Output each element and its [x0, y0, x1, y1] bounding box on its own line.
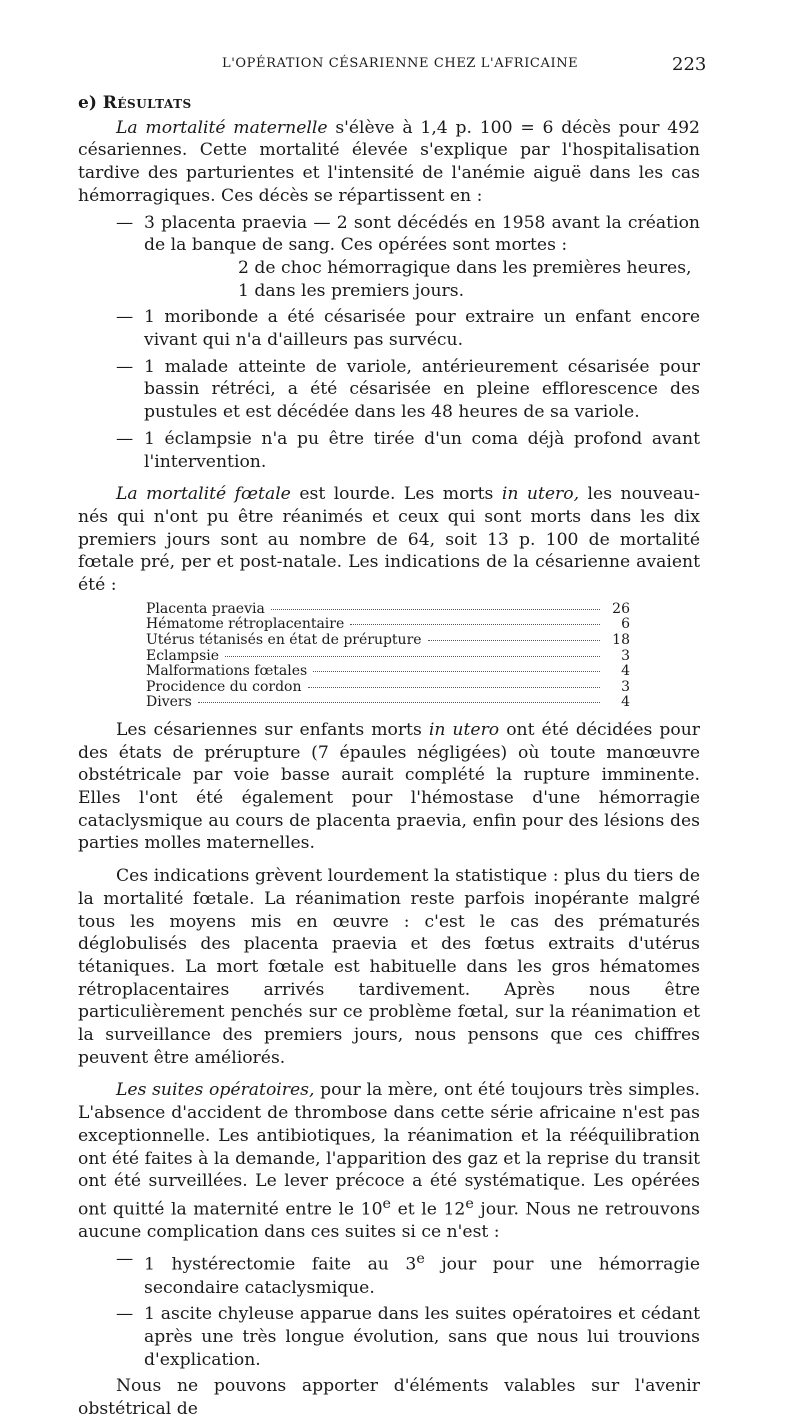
dot-leader: [428, 640, 600, 641]
dot-leader: [308, 687, 601, 688]
dash-bullet: —: [116, 307, 134, 328]
indication-label: Divers: [146, 694, 192, 711]
indication-count: 3: [621, 678, 630, 695]
paragraph-postoperative: Les suites opératoires, pour la mère, ont été toujours très simples. L'absence d'accident de thrombose dans cette série africaine n'est pas exceptionnelle. Les antibiotiques, la réanimation et la rééquilibration ont été faites à la demande, l'apparition des gaz et la reprise du transit ont été surveillées. Le lever précoce a été systématique. Les opérées ont quitté la maternité entre le 10e et le 12e jour. Nous ne retrouvons aucune complication dans ces suites si ce n'est :: [78, 1080, 700, 1243]
indication-row: [146, 680, 630, 696]
page-number: 223: [672, 54, 707, 75]
indication-label: Utérus tétanisés en état de prérupture: [146, 631, 422, 648]
section-title: Résultats: [102, 93, 192, 113]
dot-leader: [198, 702, 600, 703]
dot-leader: [271, 609, 600, 610]
indication-row: [146, 664, 630, 680]
indication-count: 4: [621, 694, 630, 711]
indication-label: Malformations fœtales: [146, 663, 308, 680]
dash-bullet: —: [116, 1304, 134, 1325]
list-item: — 1 moribonde a été césarisée pour extraire un enfant encore vivant qui n'a d'ailleurs pas survécu.: [116, 307, 700, 351]
list-item: — 1 éclampsie n'a pu être tirée d'un coma déjà profond avant l'intervention.: [116, 428, 700, 472]
running-title: L'OPÉRATION CÉSARIENNE CHEZ L'AFRICAINE: [222, 56, 579, 71]
lead-postoperative: Les suites opératoires,: [116, 1080, 315, 1101]
indication-label: Procidence du cordon: [146, 678, 302, 695]
dot-leader: [225, 656, 600, 657]
indication-row: [146, 695, 630, 711]
paragraph-fetal-mortality: La mortalité fœtale est lourde. Les morts in utero, les nouveau-nés qui n'ont pu être réanimés et ceux qui sont morts dans les dix premiers jours sont au nombre de 64, soit 13 p. 100 de mortalité fœtale pré, per et post-natale. Les indications de la césarienne avaient été :: [78, 484, 700, 596]
list-item: — 1 ascite chyleuse apparue dans les suites opératoires et cédant après une très longue évolution, sans que nous lui trouvions d'explication.: [116, 1304, 700, 1370]
section-heading: [78, 92, 700, 115]
dash-bullet: —: [116, 428, 134, 449]
sub-list-item: 2 de choc hémorragique dans les premières heures,: [238, 257, 692, 278]
paragraph-maternal-mortality: La mortalité maternelle s'élève à 1,4 p. 100 = 6 décès pour 492 césariennes. Cette mortalité élevée s'explique par l'hospitalisation tardive des parturientes et l'intensité de l'anémie aiguë dans les cas hémorragiques. Ces décès se répartissent en :: [78, 117, 700, 206]
lead-maternal-mortality: La mortalité maternelle: [116, 117, 328, 138]
indication-row: [146, 649, 630, 665]
list-item: — 1 malade atteinte de variole, antérieurement césarisée pour bassin rétréci, a été césarisée en pleine efflorescence des pustules et est décédée dans les 48 heures de sa variole.: [116, 356, 700, 423]
maternal-deaths-list: [78, 212, 700, 474]
dash-bullet: —: [116, 1249, 134, 1270]
page-header: [0, 56, 800, 82]
dash-bullet: —: [116, 212, 134, 233]
dot-leader: [313, 671, 600, 672]
list-item: — 1 hystérectomie faite au 3e jour pour une hémorragie secondaire cataclysmique.: [116, 1249, 700, 1298]
sub-list-item: 1 dans les premiers jours.: [238, 280, 465, 301]
dash-bullet: —: [116, 356, 134, 377]
page-body: [78, 92, 700, 1421]
indication-count: 4: [621, 663, 630, 680]
list-item: — 3 placenta praevia — 2 sont décédés en 1958 avant la création de la banque de sang. Ces opérées sont mortes : 2 de choc hémorragique dans les premières heures, 1 dans les premiers jours.: [116, 212, 700, 301]
paragraph-indications: Ces indications grèvent lourdement la statistique : plus du tiers de la mortalité fœtale. La réanimation reste parfois inopérante malgré tous les moyens mis en œuvre : c'est le cas des prématurés déglobulisés des placenta praevia et des fœtus extraits d'utérus tétaniques. La mort fœtale est habituelle dans les gros hématomes rétroplacentaires arrivés tardivement. Après nous être particulièrement penchés sur ce problème fœtal, sur la réanimation et la surveillance des premiers jours, nous pensons que ces chiffres peuvent être améliorés.: [78, 866, 700, 1068]
indication-label: Hématome rétroplacentaire: [146, 616, 345, 633]
indication-row: [146, 602, 630, 618]
indication-label: Eclampsie: [146, 647, 220, 664]
indication-count: 26: [612, 600, 630, 617]
indication-count: 18: [612, 631, 630, 648]
indications-table: [146, 602, 630, 711]
section-marker: e): [78, 93, 97, 113]
dot-leader: [350, 624, 600, 625]
complications-list: [78, 1248, 700, 1371]
paragraph-in-utero: Les césariennes sur enfants morts in utero ont été décidées pour des états de prérupture (7 épaules négligées) où toute manœuvre obstétricale par voie basse aurait complété la rupture imminente. Elles l'ont été également pour l'hémostase d'une hémorragie cataclysmique au cours de placenta praevia, enfin pour des lésions des parties molles maternelles.: [78, 719, 700, 854]
indication-count: 6: [621, 616, 630, 633]
indication-label: Placenta praevia: [146, 600, 265, 617]
indication-count: 3: [621, 647, 630, 664]
indication-row: [146, 633, 630, 649]
lead-fetal-mortality: La mortalité fœtale: [116, 484, 291, 505]
paragraph-obstetric-future: Nous ne pouvons apporter d'éléments valables sur l'avenir obstétrical de: [78, 1376, 700, 1420]
indication-row: [146, 617, 630, 633]
